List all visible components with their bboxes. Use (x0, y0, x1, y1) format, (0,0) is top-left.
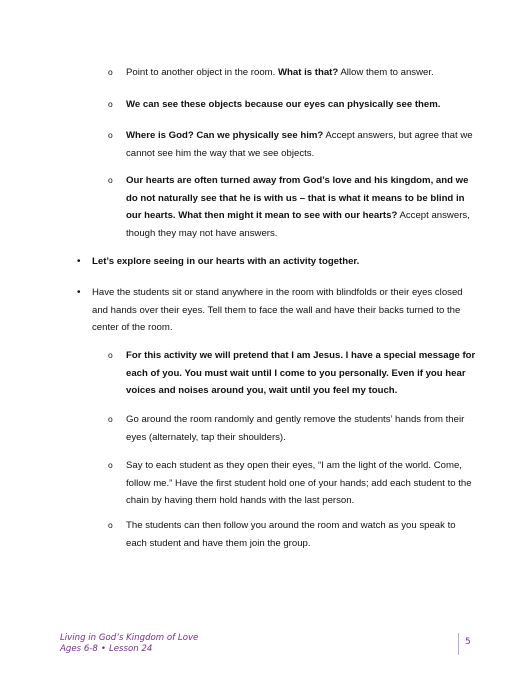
page-number: 5 (465, 637, 471, 647)
sub-bullet-marker: o (108, 520, 113, 530)
page-footer (60, 633, 198, 655)
list-item: For this activity we will pretend that I am Jesus. I have a special message for each of you. You must wait until I come to you personally. Even if you hear voices and noises around you, wait until you feel my touch. (126, 350, 476, 396)
list-item: The students can then follow you around the room and watch as you speak to each student and have them join the group. (126, 520, 456, 549)
sub-bullet-marker: o (108, 460, 113, 470)
list-item: Our hearts are often turned away from God’s love and his kingdom, and we do not naturally see that he is with us – that is what it means to be blind in our hearts. What then might it mean to see with our hearts? Accept answers, though they may not have answers. (126, 175, 470, 239)
list-item: We can see these objects because our eyes can physically see them. (126, 99, 441, 110)
list-item: Say to each student as they open their eyes, “I am the light of the world. Come, follow me.” Have the first student hold one of your hands; add each student to the chain by having them hold hands with the last person. (126, 460, 472, 506)
footer-separator: • (100, 644, 106, 654)
list-item: Point to another object in the room. What is that? Allow them to answer. (126, 67, 434, 78)
sub-bullet-marker: o (108, 414, 113, 424)
footer-divider (458, 633, 459, 655)
list-item: Go around the room randomly and gently remove the students’ hands from their eyes (alternately, tap their shoulders). (126, 414, 465, 443)
list-item: Where is God? Can we physically see him? Accept answers, but agree that we cannot see him the way that we see objects. (126, 130, 473, 159)
bullet-marker: • (77, 287, 81, 298)
sub-bullet-marker: o (108, 99, 113, 109)
sub-bullet-marker: o (108, 67, 113, 77)
footer-title: Living in God’s Kingdom of Love (60, 633, 199, 643)
sub-bullet-marker: o (108, 175, 113, 185)
bullet-marker: • (77, 256, 81, 267)
sub-bullet-marker: o (108, 350, 113, 360)
list-item: Have the students sit or stand anywhere in the room with blindfolds or their eyes closed and hands over their eyes. Tell them to face the wall and have their backs turned to the center of the room. (92, 287, 463, 333)
list-item: Let’s explore seeing in our hearts with an activity together. (92, 256, 360, 267)
sub-bullet-marker: o (108, 130, 113, 140)
footer-ages: Ages 6-8 (60, 644, 98, 654)
footer-subtitle (60, 644, 198, 655)
footer-lesson: Lesson 24 (108, 644, 153, 654)
